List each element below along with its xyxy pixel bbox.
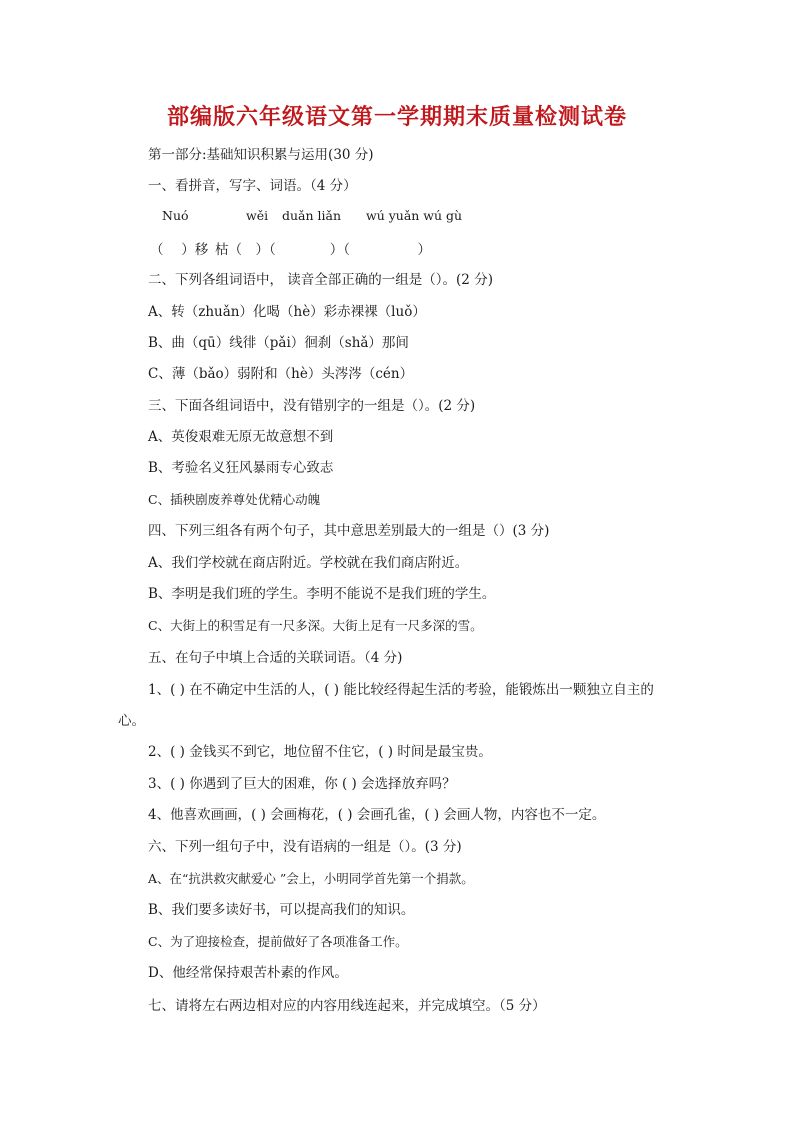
part1-heading: 第一部分:基础知识积累与运用(30 分)	[148, 147, 374, 163]
blank-1: （ ）移	[150, 242, 209, 258]
q1-pinyin-row	[0, 208, 794, 226]
q4-option-a: A、我们学校就在商店附近。学校就在我们商店附近。	[148, 555, 469, 571]
pinyin-3: duǎn liǎn	[282, 208, 342, 223]
q5-item-1: 1、( ) 在不确定中生活的人，( ) 能比较经得起生活的考验，能锻炼出一颗独立自主的	[148, 682, 654, 698]
q2-option-a: A、转（zhuǎn）化喝（hè）彩赤裸裸（luǒ）	[148, 304, 426, 320]
q5-item-2: 2、( ) 金钱买不到它，地位留不住它，( ) 时间是最宝贵。	[148, 744, 492, 760]
q2-option-c: C、薄（bǎo）弱附和（hè）头涔涔（cén）	[148, 366, 414, 382]
q5-item-4: 4、他喜欢画画，( ) 会画梅花，( ) 会画孔雀，( ) 会画人物，内容也不一定。	[148, 807, 606, 823]
pinyin-2: wěi	[246, 208, 269, 223]
q5-heading: 五、在句子中填上合适的关联词语。（4 分)	[148, 650, 403, 666]
q6-heading: 六、下列一组句子中，没有语病的一组是（）。(3 分)	[148, 839, 462, 855]
q1-heading: 一、看拼音，写字、词语。（4 分）	[148, 178, 357, 194]
q5-item-1-cont: 心。	[118, 713, 145, 729]
q3-heading: 三、下面各组词语中，没有错别字的一组是（）。(2 分)	[148, 398, 476, 414]
q1-blank-row	[0, 238, 794, 256]
q6-option-a: A、在“抗洪救灾献爱心 ”会上，小明同学首先第一个捐款。	[148, 871, 474, 886]
q2-heading: 二、下列各组词语中， 读音全部正确的一组是（）。(2 分)	[148, 272, 493, 288]
q3-option-a: A、英俊艰难无原无故意想不到	[148, 429, 334, 445]
q3-option-b: B、考验名义狂风暴雨专心致志	[148, 460, 334, 476]
q6-option-c: C、为了迎接检查，提前做好了各项准备工作。	[148, 934, 408, 949]
pinyin-4: wú yuǎn wú gù	[366, 208, 463, 223]
pinyin-1: Nuó	[162, 208, 189, 223]
q4-option-c: C、大街上的积雪足有一尺多深。大街上足有一尺多深的雪。	[148, 618, 483, 633]
blank-2: 枯（ ）（ ）（ ）	[215, 242, 431, 258]
q6-option-d: D、他经常保持艰苦朴素的作风。	[148, 965, 348, 981]
q3-option-c: C、插秧剧废养尊处优精心动魄	[148, 492, 321, 507]
exam-title: 部编版六年级语文第一学期期末质量检测试卷	[166, 104, 627, 130]
q6-option-b: B、我们要多读好书，可以提高我们的知识。	[148, 902, 415, 918]
q2-option-b: B、曲（qū）线徘（pǎi）徊刹（shǎ）那间	[148, 335, 409, 351]
q7-heading: 七、请将左右两边相对应的内容用线连起来，并完成填空。（5 分）	[148, 998, 546, 1014]
q5-item-3: 3、( ) 你遇到了巨大的困难，你 ( ) 会选择放弃吗？	[148, 776, 456, 792]
q4-option-b: B、李明是我们班的学生。李明不能说不是我们班的学生。	[148, 586, 496, 602]
q4-heading: 四、下列三组各有两个句子，其中意思差别最大的一组是（）(3 分)	[148, 523, 550, 539]
